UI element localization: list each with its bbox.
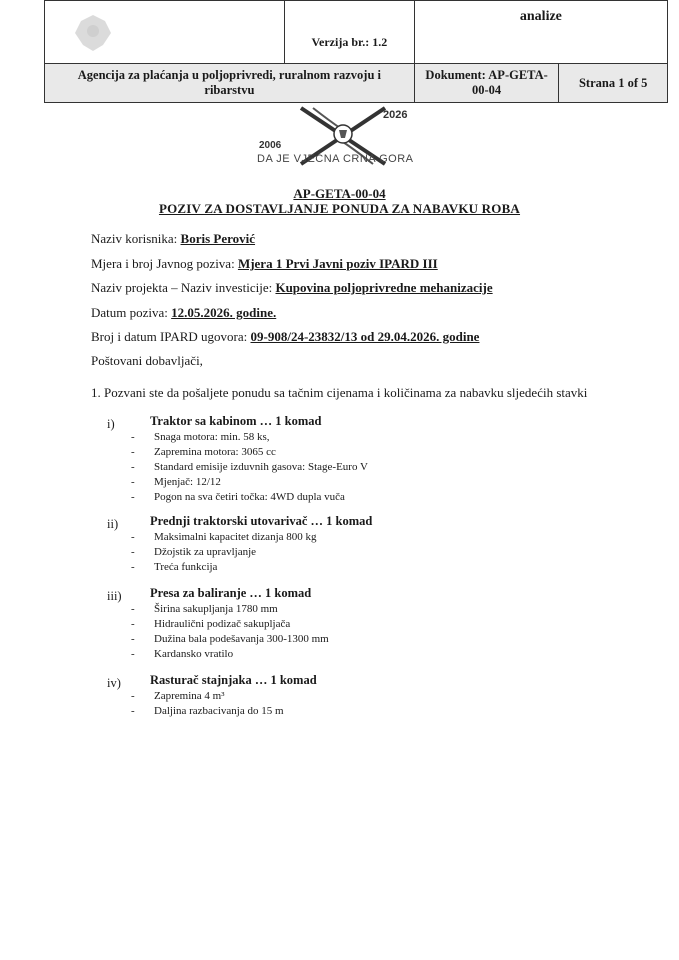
field-javni-poziv (91, 256, 438, 272)
logo-year-right: 2026 (383, 109, 408, 121)
field-ugovor (91, 329, 479, 345)
agency-cell (45, 64, 415, 103)
crest-icon (53, 11, 133, 55)
document-label: Dokument: AP-GETA-00-04 (425, 68, 548, 97)
field-label: Naziv projekta – Naziv investicije: (91, 280, 273, 295)
version-label: Verzija br.: 1.2 (311, 34, 388, 49)
item-heading: Prednji traktorski utovarivač … 1 komad (150, 514, 373, 528)
item-number: iii) (107, 589, 122, 603)
item-heading: Presa za baliranje … 1 komad (150, 586, 312, 600)
field-label: Datum poziva: (91, 305, 168, 320)
field-datum (91, 305, 276, 321)
greeting: Poštovani dobavljači, (91, 353, 203, 368)
item-heading: Rasturač stajnjaka … 1 komad (150, 673, 317, 687)
field-value: 12.05.2026. godine. (171, 305, 277, 320)
field-label: Mjera i broj Javnog poziva: (91, 256, 235, 271)
spec-item: - Hidraulični podizač sakupljača (131, 618, 291, 630)
item-number: ii) (107, 517, 119, 531)
spec-item: - Džojstik za upravljanje (131, 546, 257, 558)
version-cell (284, 1, 414, 64)
field-label: Broj i datum IPARD ugovora: (91, 329, 248, 344)
field-label: Naziv korisnika: (91, 231, 178, 246)
spec-item: - Mjenjač: 12/12 (131, 476, 221, 488)
document-cell (414, 64, 559, 103)
logo-motto: DA JE VJEČNA CRNA GORA (257, 153, 414, 165)
document-heading: POZIV ZA DOSTAVLJANJE PONUDA ZA NABAVKU ROBA (158, 201, 521, 216)
spec-item: - Zapremina motora: 3065 cc (131, 446, 276, 458)
field-value: 09-908/24-23832/13 od 29.04.2026. godine (250, 329, 480, 344)
spec-item: - Treća funkcija (131, 561, 218, 573)
agency-name: Agencija za plaćanja u poljoprivredi, ruralnom razvoju i ribarstvu (77, 68, 382, 97)
spec-item: - Snaga motora: min. 58 ks, (131, 431, 270, 443)
spec-item: - Dužina bala podešavanja 300-1300 mm (131, 633, 329, 645)
analize-cell (414, 1, 667, 64)
item-heading: Traktor sa kabinom … 1 komad (150, 414, 322, 428)
field-value: Boris Perović (180, 231, 256, 246)
document-code: AP-GETA-00-04 (293, 186, 386, 201)
spec-item: - Standard emisije izduvnih gasova: Stage-Euro V (131, 461, 368, 473)
spec-item: - Zapremina 4 m³ (131, 690, 225, 702)
spec-item: - Širina sakupljanja 1780 mm (131, 603, 278, 615)
intro-paragraph: 1. Pozvani ste da pošaljete ponudu sa tačnim cijenama i količinama za nabavku sljedećih stavki (91, 385, 588, 400)
header-top-right: analize (519, 9, 562, 24)
field-value: Kupovina poljoprivredne mehanizacije (275, 280, 493, 295)
spec-item: - Pogon na sva četiri točka: 4WD dupla vuča (131, 491, 345, 503)
field-projekat (91, 280, 493, 296)
spec-item: - Kardansko vratilo (131, 648, 234, 660)
logo-year-left: 2006 (259, 140, 282, 151)
spec-item: - Daljina razbacivanja do 15 m (131, 705, 284, 717)
item-number: i) (107, 417, 115, 431)
header-crest-cell (45, 1, 285, 64)
field-korisnik (91, 231, 255, 247)
field-value: Mjera 1 Prvi Javni poziv IPARD III (237, 256, 438, 271)
document-header (44, 0, 668, 103)
page-label: Strana 1 of 5 (578, 75, 648, 90)
jubilee-logo (253, 104, 433, 166)
spec-item: - Maksimalni kapacitet dizanja 800 kg (131, 531, 317, 543)
item-number: iv) (107, 676, 121, 690)
page-cell (559, 64, 668, 103)
